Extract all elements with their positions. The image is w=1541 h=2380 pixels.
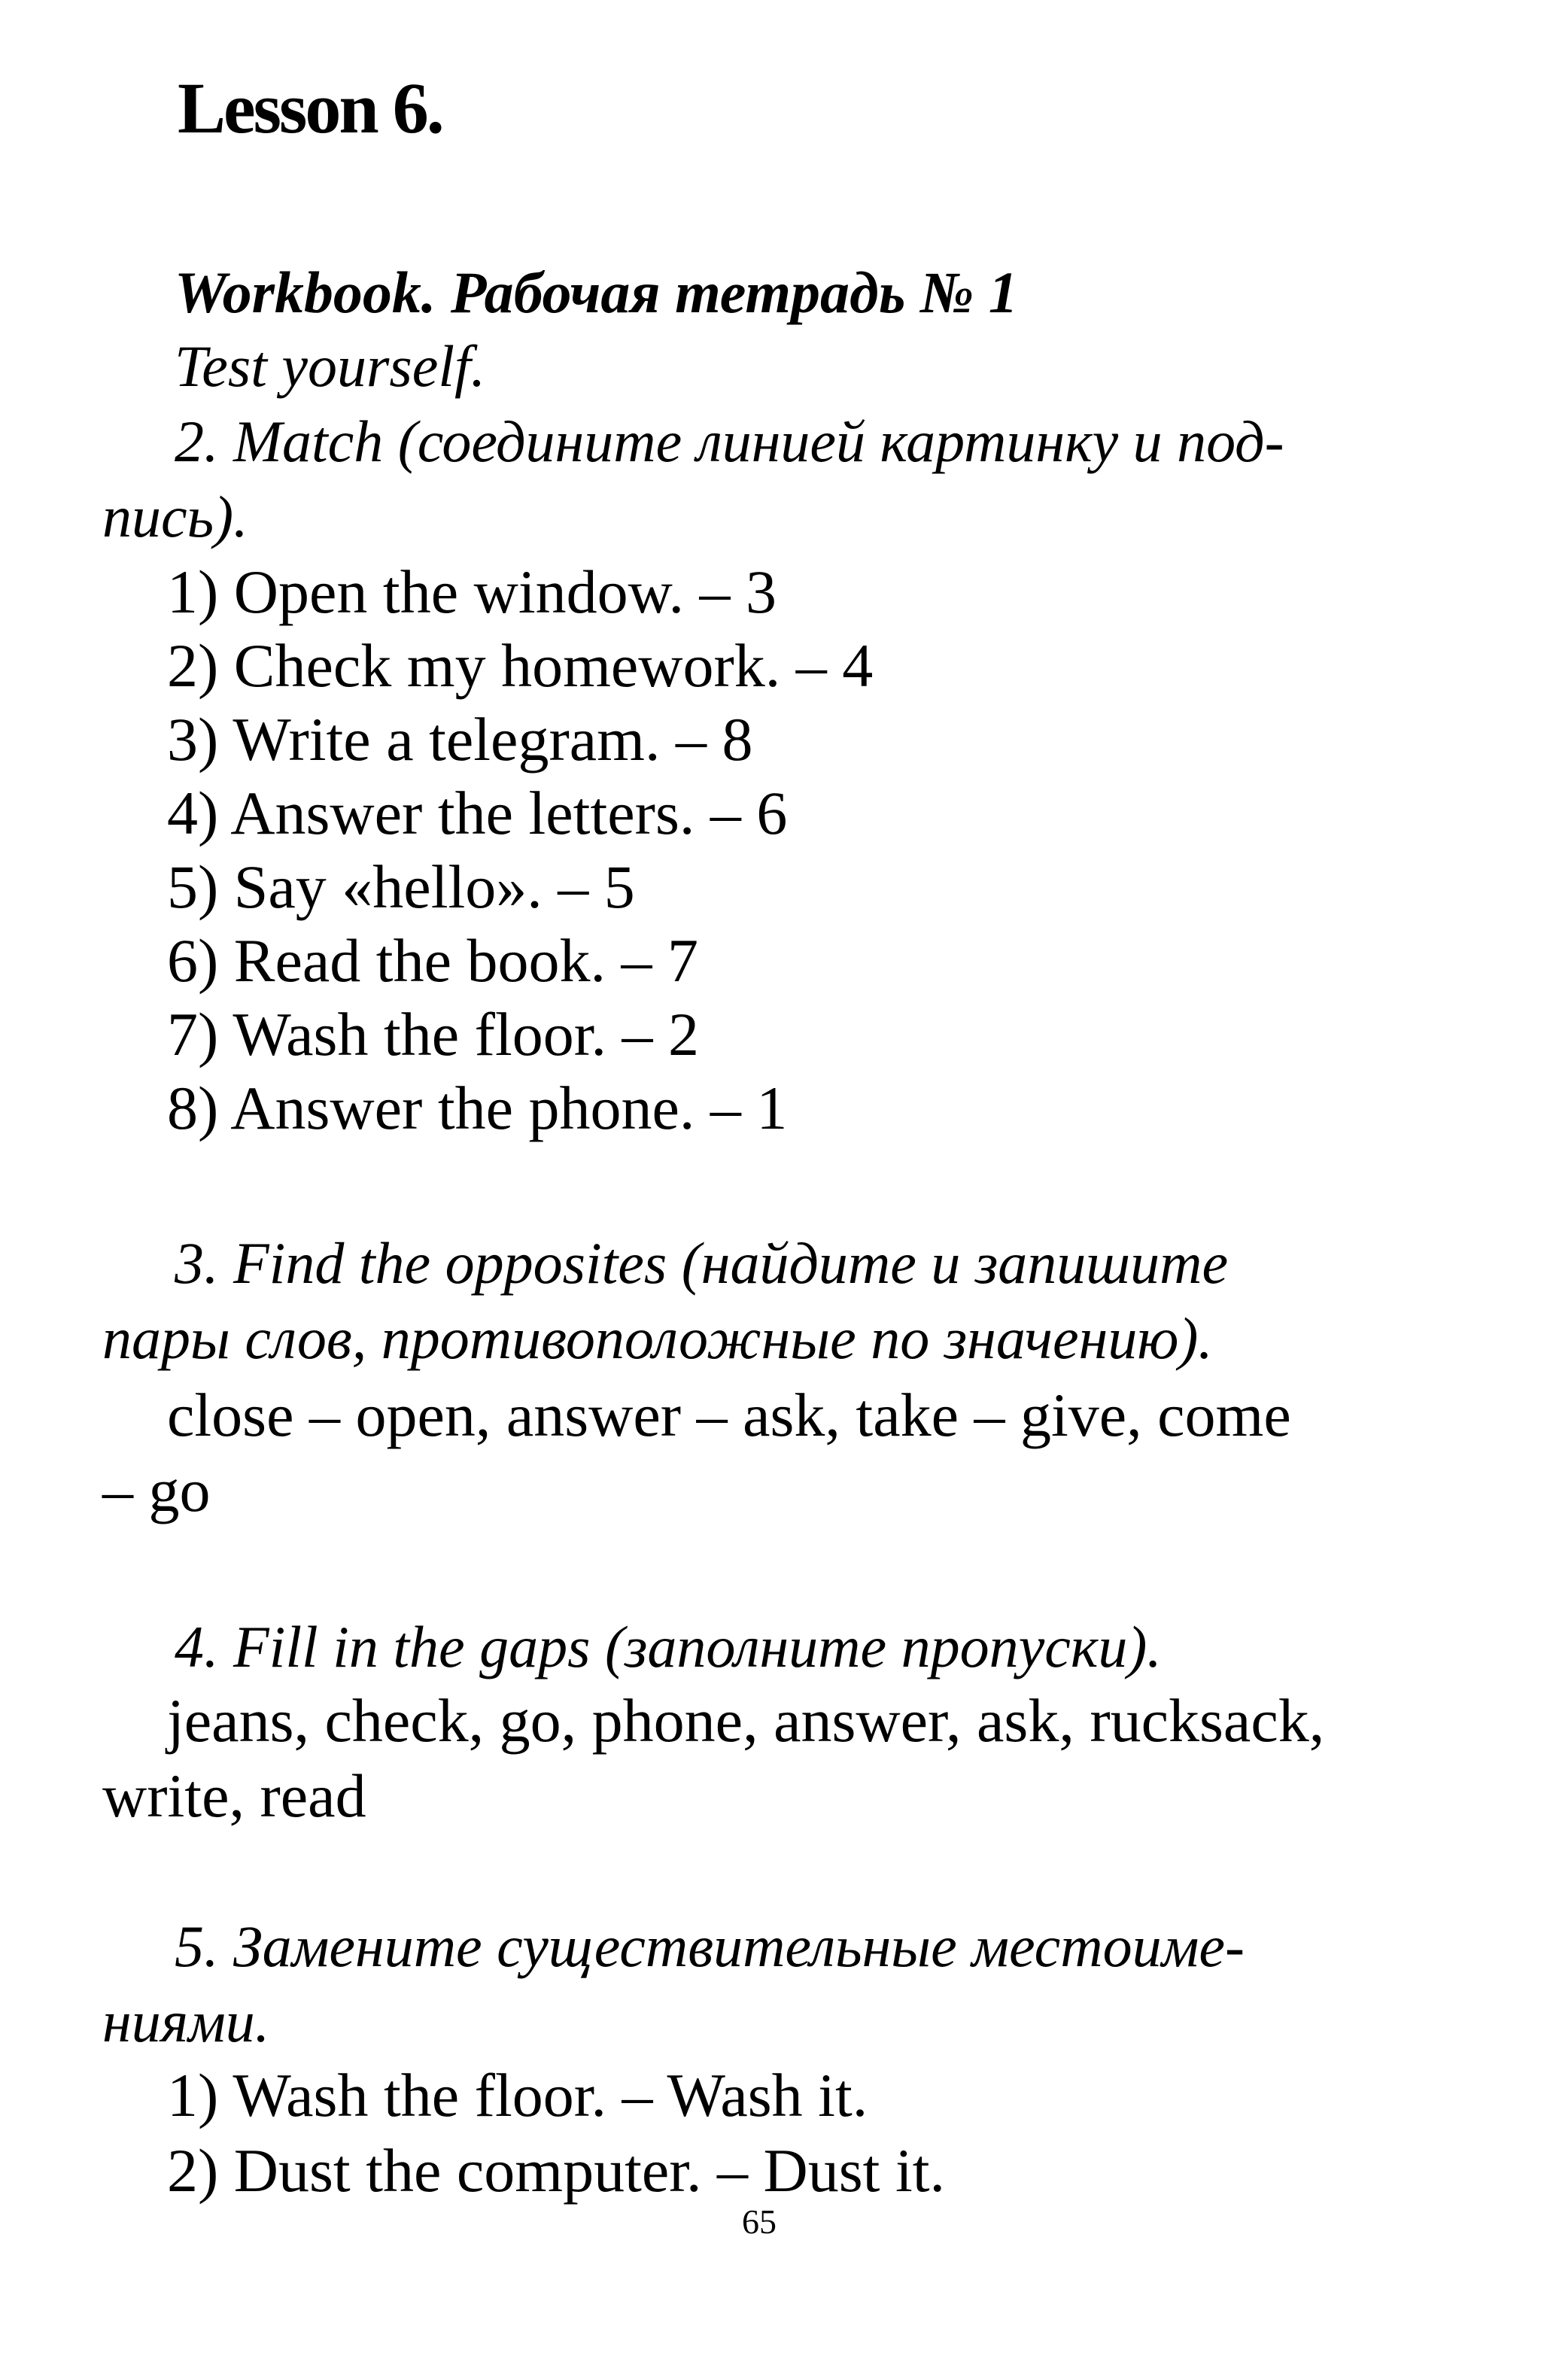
exercise2-instruction-line1: 2. Match (соедините линией картинку и под- xyxy=(175,409,1284,474)
lesson-title: Lesson 6. xyxy=(178,68,442,148)
exercise2-answer: 7) Wash the floor. – 2 xyxy=(167,1000,700,1068)
exercise4-answer-line1: jeans, check, go, phone, answer, ask, rucksack, xyxy=(167,1686,1325,1755)
exercise2-answer: 2) Check my homework. – 4 xyxy=(167,631,874,700)
exercise2-answer: 6) Read the book. – 7 xyxy=(167,926,698,995)
exercise5-answer: 2) Dust the computer. – Dust it. xyxy=(167,2136,946,2205)
exercise4-instruction: 4. Fill in the gaps (заполните пропуски). xyxy=(175,1614,1162,1679)
exercise4-answer-line2: write, read xyxy=(102,1761,366,1830)
workbook-heading: Workbook. Рабочая тетрадь № 1 xyxy=(175,260,1018,325)
exercise3-answer-line1: close – open, answer – ask, take – give, come xyxy=(167,1381,1291,1449)
exercise3-answer-line2: – go xyxy=(102,1456,211,1524)
exercise5-instruction-line2: ниями. xyxy=(102,1989,270,2054)
exercise2-instruction-line2: пись). xyxy=(102,484,248,549)
exercise2-answer: 8) Answer the phone. – 1 xyxy=(167,1074,788,1142)
exercise3-instruction-line1: 3. Find the opposites (найдите и запишите xyxy=(175,1230,1229,1296)
exercise2-answer: 5) Say «hello». – 5 xyxy=(167,853,635,921)
exercise3-instruction-line2: пары слов, противоположные по значению). xyxy=(102,1306,1213,1371)
page-number: 65 xyxy=(742,2202,777,2241)
exercise2-answer: 4) Answer the letters. – 6 xyxy=(167,779,788,847)
exercise5-answer: 1) Wash the floor. – Wash it. xyxy=(167,2061,868,2129)
exercise2-answer-list xyxy=(167,555,873,1145)
exercise5-instruction-line1: 5. Замените существительные местоиме- xyxy=(175,1913,1245,1979)
exercise2-answer: 1) Open the window. – 3 xyxy=(167,558,777,626)
exercise2-answer: 3) Write a telegram. – 8 xyxy=(167,705,753,774)
test-yourself-heading: Test yourself. xyxy=(175,333,486,399)
